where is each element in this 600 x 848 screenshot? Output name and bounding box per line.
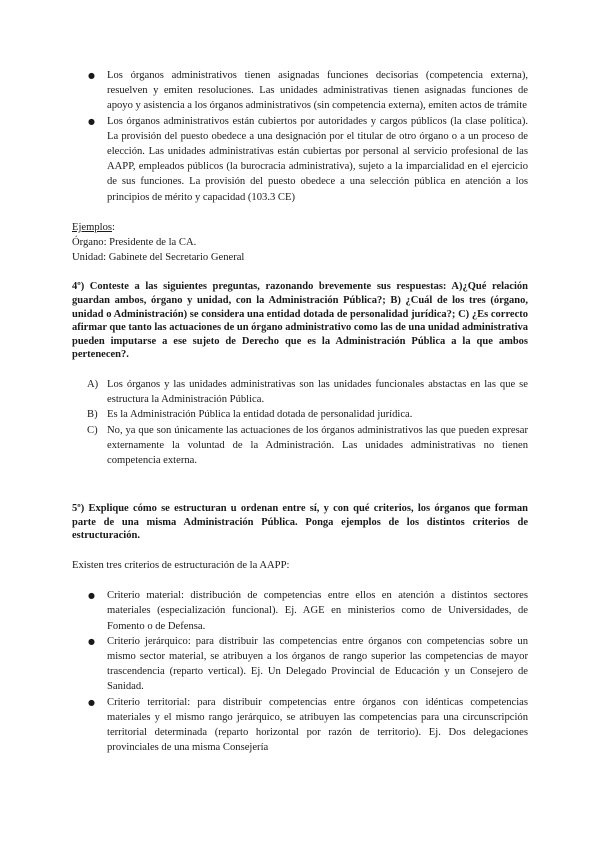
list-item <box>72 695 528 756</box>
list-item <box>72 114 528 205</box>
list-item <box>72 377 528 407</box>
answer-marker: A) <box>87 379 99 390</box>
bullet-text: Criterio material: distribución de competencias entre ellos en atención a distintos sectores materiales (especialización funcional). Ej. AGE en ministerios como de Universidades, de Fomento o de Defensa. <box>107 590 528 632</box>
list-item <box>72 634 528 695</box>
question-4-answers <box>72 377 528 468</box>
examples-heading-line <box>72 220 528 235</box>
question-4: 4º) Conteste a las siguientes preguntas, razonando brevemente sus respuestas: A)¿Qué relación guardan ambos, órgano y unidad, con la Administración Pública?; B) ¿Cuál de los tres (órgano, unidad o Administración) se considera una entidad dotada de personalidad jurídica?; C) ¿Es correcto afirmar que tanto las actuaciones de un órgano administrativo como las de una unidad administrativa pueden imputarse a ese sujeto de Derecho que es la Administración Pública a la que ambos pertenecen?. <box>72 281 529 361</box>
examples-heading: Ejemplos <box>72 221 113 233</box>
answer-text: Los órganos y las unidades administrativas son las unidades funcionales abstactas en las que se estructura la Administración Pública. <box>107 379 528 406</box>
answer-text: No, ya que son únicamente las actuaciones de los órganos administrativos las que pueden expresar externamente la voluntad de la Administración. Las unidades administrativas no tienen competencia externa. <box>107 424 528 467</box>
intro-bullet-list <box>72 68 528 205</box>
bullet-text: Criterio jerárquico: para distribuir las competencias entre órganos con competencias sobre un mismo sector material, se atribuyen a los órganos de rango superior las competencias de mayor trascendencia (reparto vertical). Ej. Un Delegado Provincial de Educación y un Consejero de Sanidad. <box>107 635 528 693</box>
example-organ: Órgano: Presidente de la CA. <box>72 237 197 249</box>
bullet-icon: ● <box>88 636 95 646</box>
bullet-icon: ● <box>88 116 95 126</box>
list-item <box>72 407 528 422</box>
answer-marker: C) <box>87 424 98 436</box>
bullet-icon: ● <box>88 591 95 601</box>
bullet-text: Criterio territorial: para distribuir competencias entre órganos con idénticas competencias materiales y el mismo rango jerárquico, se atribuyen las competencias para una circunscripción territorial determinada (reparto horizontal por razón de territorio). Ej. Dos delegaciones provinciales de una misma Consejería <box>107 696 528 754</box>
answer-marker: B) <box>87 409 98 421</box>
question-5: 5º) Explique cómo se estructuran u ordenan entre sí, y con qué criterios, los órganos que forman parte de una misma Administración Pública. Ponga ejemplos de los distintos criterios de estructuración. <box>72 503 528 542</box>
bullet-icon: ● <box>88 697 95 707</box>
examples-heading-suffix: : <box>112 221 115 233</box>
example-unit: Unidad: Gabinete del Secretario General <box>72 252 245 264</box>
bullet-text: Los órganos administrativos están cubiertos por autoridades y cargos públicos (la clase política). La provisión del puesto obedece a una designación por el titular de otro órgano o a un proceso de elección. Las unidades administrativas están cubiertas por personal al servicio profesional de las AAPP, empleados públicos (la burocracia administrativa), sujeto a la imparcialidad en el ejercicio de sus funciones. La provisión del puesto obedece a una selección pública en atención a los principios de mérito y capacidad (103.3 CE) <box>107 115 528 203</box>
list-item <box>72 68 528 114</box>
criteria-bullet-list <box>72 588 528 755</box>
question-5-intro: Existen tres criterios de estructuración de la AAPP: <box>72 560 290 571</box>
bullet-icon: ● <box>88 71 95 80</box>
bullet-text: Los órganos administrativos tienen asignadas funciones decisorias (competencia externa), resuelven y emiten resoluciones. Las unidades administrativas tienen asignadas funciones de apoyo y asistencia a los órganos administrativos (sin competencia externa), emiten actos de trámite <box>107 70 528 112</box>
answer-text: Es la Administración Pública la entidad dotada de personalidad jurídica. <box>107 409 413 421</box>
list-item <box>72 423 528 469</box>
list-item <box>72 588 528 634</box>
